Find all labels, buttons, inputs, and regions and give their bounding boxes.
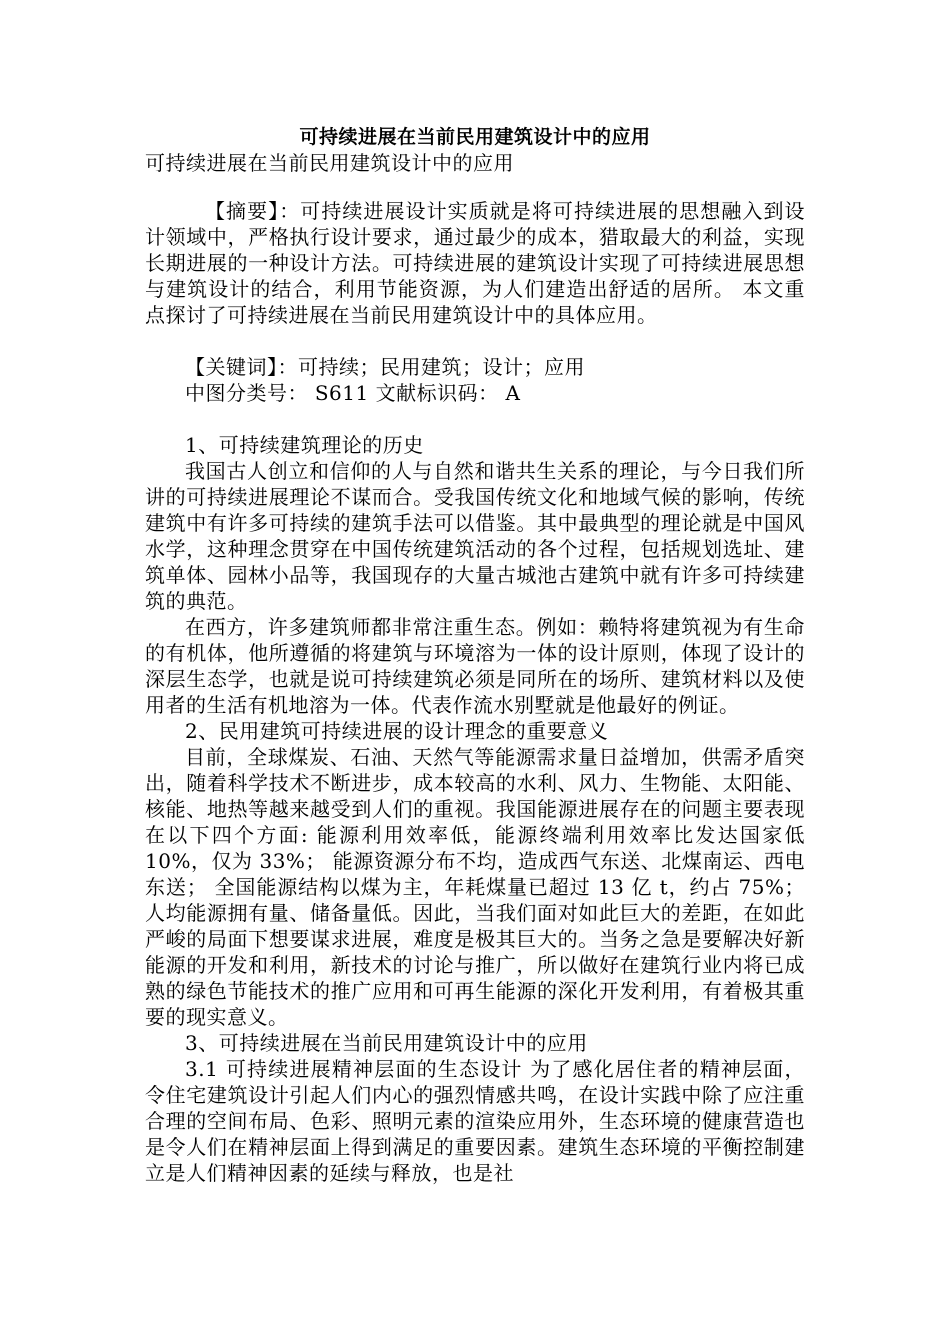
section-heading: 1、可持续建筑理论的历史 bbox=[185, 433, 424, 457]
body-paragraph: 3.1 可持续进展精神层面的生态设计 为了感化居住者的精神层面，令住宅建筑设计引起人们内心的强烈情感共鸣，在设计实践中除了应注重合理的空间布局、色彩、照明元素的渲染应用外，生态环境的健康营造也是令人们在精神层面上得到满足的重要因素。建筑生态环境的平衡控制建立是人们精神因素的延续与释放，也是社 bbox=[145, 1057, 805, 1185]
spacer bbox=[145, 176, 805, 198]
document-body bbox=[145, 124, 805, 1186]
body-paragraph: 在西方，许多建筑师都非常注重生态。例如：赖特将建筑视为有生命的有机体，他所遵循的将建筑与环境溶为一体的设计原则，体现了设计的深层生态学，也就是说可持续建筑必须是同所在的场所、建筑材料以及使用者的生活有机地溶为一体。代表作流水别墅就是他最好的例证。 bbox=[145, 615, 805, 717]
document-subtitle: 可持续进展在当前民用建筑设计中的应用 bbox=[145, 151, 514, 175]
body-paragraph: 我国古人创立和信仰的人与自然和谐共生关系的理论，与今日我们所讲的可持续进展理论不谋而合。受我国传统文化和地域气候的影响，传统建筑中有许多可持续的建筑手法可以借鉴。其中最典型的理论就是中国风水学，这种理念贯穿在中国传统建筑活动的各个过程，包括规划选址、建筑单体、园林小品等，我国现存的大量古城池古建筑中就有许多可持续建筑的典范。 bbox=[145, 459, 805, 613]
keywords-line: 【关键词】：可持续；民用建筑；设计；应用 bbox=[185, 355, 585, 379]
abstract-paragraph: 【摘要】：可持续进展设计实质就是将可持续进展的思想融入到设计领域中，严格执行设计要求，通过最少的成本，猎取最大的利益，实现长期进展的一种设计方法。可持续进展的建筑设计实现了可持续进展思想与建筑设计的结合，利用节能资源，为人们建造出舒适的居所。 本文重点探讨了可持续进展在当前民用建筑设计中的具体应用。 bbox=[145, 199, 805, 327]
body-paragraph: 目前，全球煤炭、石油、天然气等能源需求量日益增加，供需矛盾突出，随着科学技术不断进步，成本较高的水利、风力、生物能、太阳能、核能、地热等越来越受到人们的重视。我国能源进展存在的问题主要表现在以下四个方面: 能源利用效率低，能源终端利用效率比发达国家低 10%，仅为 33%； 能源资源分布不均，造成西气东送、北煤南运、西电东送； 全国能源结构以煤为主，年耗煤量已超过 13 亿 t，约占 75%；人均能源拥有量、储备量低。因此，当我们面对如此巨大的差距，在如此严峻的局面下想要谋求进展，难度是极其巨大的。当务之急是要解决好新能源的开发和利用，新技术的讨论与推广，所以做好在建筑行业内将已成熟的绿色节能技术的推广应用和可再生能源的深化开发利用，有着极其重要的现实意义。 bbox=[145, 745, 805, 1029]
spacer bbox=[145, 328, 805, 354]
document-title: 可持续进展在当前民用建筑设计中的应用 bbox=[299, 126, 651, 148]
section-heading: 3、可持续进展在当前民用建筑设计中的应用 bbox=[185, 1031, 588, 1055]
spacer bbox=[145, 406, 805, 432]
classification-line: 中图分类号： S611 文献标识码： A bbox=[185, 381, 521, 405]
section-heading: 2、民用建筑可持续进展的设计理念的重要意义 bbox=[185, 719, 609, 743]
